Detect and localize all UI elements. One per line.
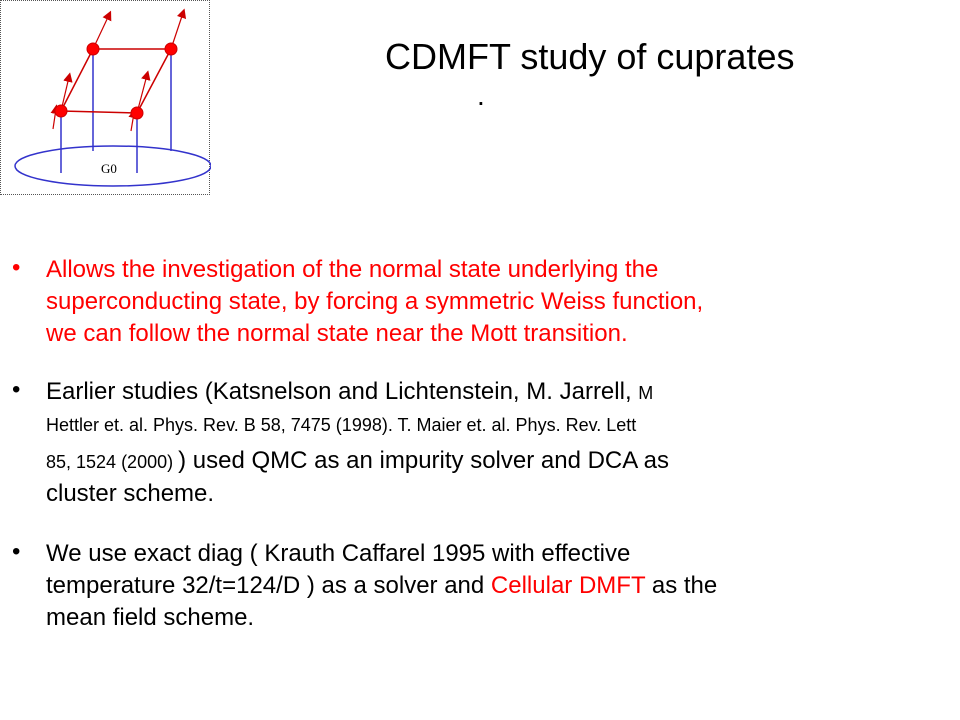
spin-arrows: [53, 13, 183, 131]
bullet-marker: •: [12, 376, 21, 403]
bullet-text: [46, 376, 950, 510]
lattice-sites: [55, 43, 177, 119]
text-line: superconducting state, by forcing a symmetric Weiss function,: [46, 288, 704, 315]
page-title: CDMFT study of cuprates: [385, 36, 795, 77]
text-line: we can follow the normal state near the Mott transition.: [46, 320, 628, 347]
cluster-diagram: [0, 0, 210, 195]
bullet-text: [46, 254, 950, 350]
citation-segment: 85, 1524 (2000): [46, 452, 179, 472]
citation-line: Hettler et. al. Phys. Rev. B 58, 7475 (1998). T. Maier et. al. Phys. Rev. Lett: [46, 415, 637, 435]
text-line: cluster scheme.: [46, 480, 215, 507]
text-segment: temperature 32/t=124/D ) as a solver and: [46, 572, 491, 599]
text-line: [46, 570, 950, 602]
bullet-text: [46, 538, 950, 634]
text-line: [46, 376, 950, 409]
bath-label: G0: [101, 161, 117, 176]
text-segment: Earlier studies (Katsnelson and Lichtenstein, M. Jarrell,: [46, 378, 639, 405]
text-line: We use exact diag ( Krauth Caffarel 1995 with effective: [46, 540, 631, 567]
text-line: [46, 445, 950, 478]
text-segment: ) used QMC as an impurity solver and DCA as: [178, 447, 669, 474]
bullet-marker: •: [12, 254, 21, 281]
bullet-marker: •: [12, 538, 21, 565]
cluster-diagram-figure: [1, 1, 211, 196]
text-line: mean field scheme.: [46, 604, 255, 631]
lattice-bonds: [61, 49, 171, 113]
citation-segment: M: [638, 383, 654, 403]
highlight-cellular-dmft: Cellular DMFT: [490, 572, 646, 599]
text-line: Allows the investigation of the normal state underlying the: [46, 256, 659, 283]
title-dot: .: [477, 80, 485, 111]
text-segment: as the: [645, 572, 718, 599]
